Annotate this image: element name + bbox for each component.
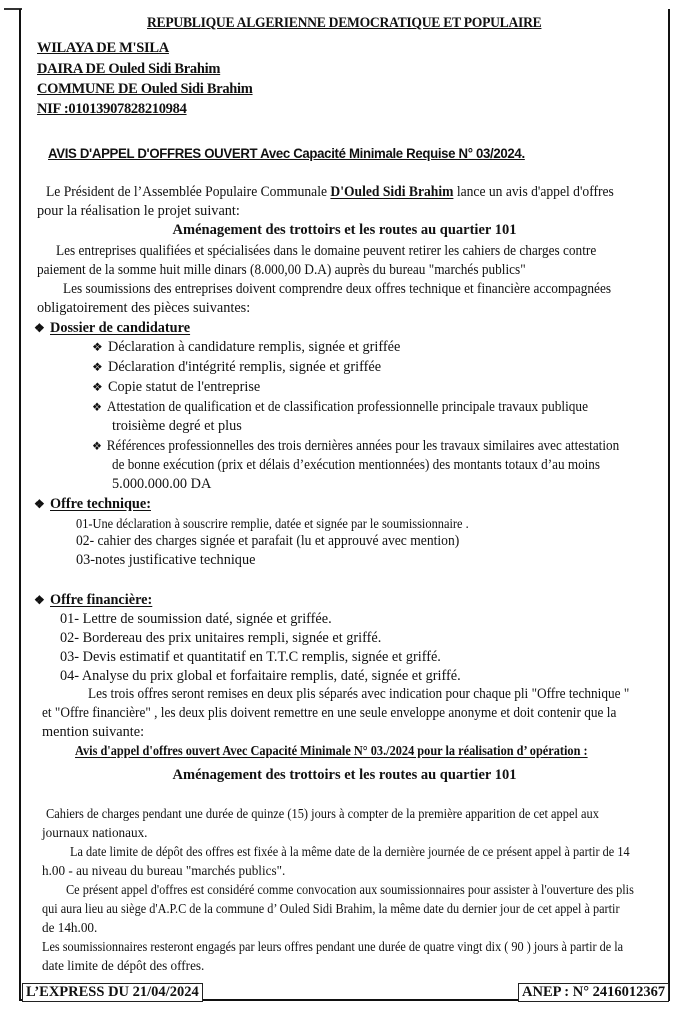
offre-financiere-heading (34, 592, 152, 609)
diamond-bullet-icon: ❖ (34, 497, 45, 511)
diamond-bullet-icon: ❖ (34, 321, 45, 335)
offre-financiere-item: 04- Analyse du prix global et forfaitaire remplis, daté, signée et griffé. (60, 668, 461, 684)
dossier-item (92, 399, 588, 416)
diamond-bullet-icon: ❖ (34, 593, 45, 607)
newspaper-date-box: L’EXPRESS DU 21/04/2024 (22, 983, 203, 1002)
convocation-line-3: de 14h.00. (42, 920, 98, 935)
diamond-bullet-icon: ❖ (92, 439, 102, 453)
republic-heading: REPUBLIQUE ALGERIENNE DEMOCRATIQUE ET POPULAIRE (147, 15, 542, 31)
dossier-item-continuation: troisième degré et plus (112, 418, 242, 434)
dossier-item-continuation: 5.000.000.00 DA (112, 476, 212, 492)
dossier-item-continuation: de bonne exécution (prix et délais d’exécution mentionnées) des montants totaux d’au moins (112, 457, 601, 473)
plis-line-3: mention suivante: (42, 724, 145, 740)
offre-financiere-item: 02- Bordereau des prix unitaires rempli, signée et griffé. (60, 630, 382, 646)
anep-number-box: ANEP : N° 2416012367 (518, 983, 669, 1002)
depot-line-2: h.00 - au niveau du bureau "marchés publics". (42, 863, 286, 878)
retrait-line-2: paiement de la somme huit mille dinars (8.000,00 D.A) auprès du bureau "marchés publics" (37, 262, 526, 278)
offre-financiere-item: 03- Devis estimatif et quantitatif en T.T.C remplis, signée et griffé. (60, 649, 441, 665)
intro-line-2: pour la réalisation le projet suivant: (37, 203, 240, 219)
plis-line-2: et "Offre financière" , les deux plis doivent remettre en une seule enveloppe anonyme et doit contenir que la (42, 705, 617, 721)
daira-line: DAIRA DE Ouled Sidi Brahim (37, 61, 221, 77)
engagement-line-1: Les soumissionnaires resteront engagés par leurs offres pendant une durée de quatre vingt dix ( 90 ) jours à partir de la (42, 939, 624, 954)
soumission-line-1: Les soumissions des entreprises doivent comprendre deux offres technique et financière accompagnées (63, 281, 612, 297)
diamond-bullet-icon: ❖ (92, 380, 103, 394)
dossier-heading (34, 320, 190, 337)
envelope-mention: Avis d'appel d'offres ouvert Avec Capacité Minimale N° 03./2024 pour la réalisation d’ opération : (75, 743, 588, 758)
dossier-item-text: Copie statut de l'entreprise (108, 379, 261, 395)
dossier-item (92, 339, 400, 356)
project-name: Aménagement des trottoirs et les routes au quartier 101 (172, 222, 517, 238)
plis-line-1: Les trois offres seront remises en deux plis séparés avec indication pour chaque pli "Offre technique " (88, 686, 630, 702)
convocation-line-2: qui aura lieu au siège d'A.P.C de la commune d’ Ouled Sidi Brahim, la même date du dernier jour de cet appel à partir (42, 901, 620, 916)
dossier-item-text: Références professionnelles des trois dernières années pour les travaux similaires avec attestation (106, 438, 620, 454)
offre-technique-item: 01-Une déclaration à souscrire remplie, datée et signée par le soumissionnaire . (76, 516, 469, 531)
cahiers-line-2: journaux nationaux. (42, 825, 148, 840)
depot-line-1: La date limite de dépôt des offres est fixée à la même date de la dernière journée de ce présent appel à partir de 14 (70, 844, 630, 859)
nif-line: NIF :01013907828210984 (37, 101, 187, 117)
soumission-line-2: obligatoirement des pièces suivantes: (37, 300, 251, 316)
notice-title: AVIS D'APPEL D'OFFRES OUVERT Avec Capacité Minimale Requise N° 03/2024. (48, 146, 525, 162)
cahiers-line-1: Cahiers de charges pendant une durée de quinze (15) jours à compter de la première apparition de cet appel aux (46, 806, 599, 821)
offre-technique-item: 03-notes justificative technique (76, 552, 256, 568)
offre-technique-item: 02- cahier des charges signée et parafait (lu et approuvé avec mention) (76, 533, 460, 549)
dossier-item (92, 379, 260, 396)
intro-prefix: Le Président de l’Assemblée Populaire Communale (46, 184, 331, 200)
intro-commune: D'Ouled Sidi Brahim (330, 184, 454, 200)
dossier-item-text: Déclaration d'intégrité remplis, signée et griffée (108, 359, 382, 375)
offre-technique-label: Offre technique: (50, 496, 151, 512)
intro-suffix: lance un avis d'appel d'offres (453, 184, 614, 200)
offre-technique-heading (34, 496, 151, 513)
intro-line-1 (46, 184, 614, 201)
convocation-line-1: Ce présent appel d'offres est considéré comme convocation aux soumissionnaires pour assister à l'ouverture des plis (66, 882, 634, 897)
engagement-line-2: date limite de dépôt des offres. (42, 958, 205, 973)
dossier-item (92, 438, 619, 455)
project-name-repeat: Aménagement des trottoirs et les routes au quartier 101 (172, 767, 517, 783)
wilaya-line: WILAYA DE M'SILA (37, 40, 169, 56)
dossier-heading-label: Dossier de candidature (50, 320, 191, 336)
offre-financiere-label: Offre financière: (50, 592, 153, 608)
diamond-bullet-icon: ❖ (92, 360, 103, 374)
diamond-bullet-icon: ❖ (92, 400, 103, 414)
dossier-item (92, 359, 381, 376)
diamond-bullet-icon: ❖ (92, 340, 103, 354)
offre-financiere-item: 01- Lettre de soumission daté, signée et griffée. (60, 611, 332, 627)
commune-line: COMMUNE DE Ouled Sidi Brahim (37, 81, 253, 97)
retrait-line-1: Les entreprises qualifiées et spécialisées dans le domaine peuvent retirer les cahiers de charges contre (56, 243, 597, 259)
dossier-item-text: Déclaration à candidature remplis, signée et griffée (108, 339, 401, 355)
dossier-item-text: Attestation de qualification et de classification professionnelle principale travaux publique (106, 399, 588, 415)
